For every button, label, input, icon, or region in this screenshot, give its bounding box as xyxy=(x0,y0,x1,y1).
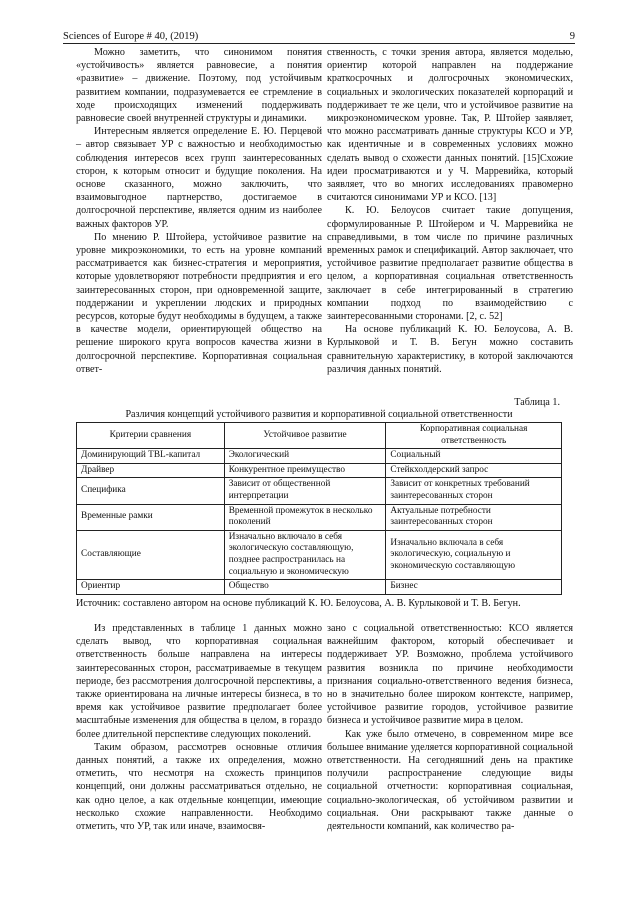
paragraph: К. Ю. Белоусов считает такие допущения, сформулированные Р. Штойером и Ч. Марревийка не справедливыми, в том числе по причине различных временных рамок и спецификаций. Автор заключает, что устойчивое развитие предполагает развитие общества в целом, а корпоративная социальная ответственность заключает в себе интегрированный в стратегию компании подход по взаимодействию с заинтересованными сторонами. [2, с. 52] xyxy=(327,205,573,323)
header-criteria: Критерии сравнения xyxy=(77,423,225,449)
table-cell: Доминирующий TBL-капитал xyxy=(77,449,225,464)
header-sustainable-development: Устойчивое развитие xyxy=(224,423,386,449)
comparison-table xyxy=(76,422,562,595)
header-csr: Корпоративная социальная ответственность xyxy=(386,423,562,449)
table-header-row xyxy=(77,423,562,449)
text-column-2 xyxy=(327,46,573,376)
table-cell: Зависит от общественной интерпретации xyxy=(224,478,386,504)
paragraph: зано с социальной ответственностью: КСО является важнейшим фактором, который обеспечивает и поддерживает УР. Возможно, проблема устойчивого развития возникла по причине необходимости признания социально-ответственного ведения бизнеса, но в значительно более широком контексте, например, устойчивое развитие городов, устойчивое развитие бизнеса и устойчивое развитие мира в целом. xyxy=(327,623,573,727)
paragraph: Таким образом, рассмотрев основные отличия данных понятий, а также их определения, можно отметить, что несмотря на схожесть принципов концепций, они должны рассматриваться отдельно, не как одно целое, а как отдельные концепции, имеющие несколько схожие направленности. Необходимо отметить, что УР, так или иначе, взаимосвя- xyxy=(76,741,322,833)
paragraph: ственность, с точки зрения автора, является моделью, ориентир которой направлен на поддержание краткосрочных и долгосрочных экономических, социальных и экологических показателей корпораций и поддерживает те же цели, что и устойчивое развитие на микроэкономическом уровне. Так, Р. Штойер заявляет, что можно рассматривать данные структуры КСО и УР, как идентичные и в современных условиях можно сделать вывод о схожести данных понятий. [15]Схожие идеи просматриваются и у Ч. Марревийка, который заявляет, что во многих исследованиях правомерно считаются синонимами УР и КСО. [13] xyxy=(327,47,573,204)
table-cell: Конкурентное преимущество xyxy=(224,463,386,478)
table-row xyxy=(77,478,562,504)
running-header xyxy=(63,31,575,44)
table-cell: Временные рамки xyxy=(77,504,225,530)
table-cell: Ориентир xyxy=(77,580,225,595)
table-cell: Составляющие xyxy=(77,530,225,579)
table-source-note: Источник: составлено автором на основе публикаций К. Ю. Белоусова, А. В. Курлыковой и Т. В. Бегун. xyxy=(76,598,521,609)
table-cell: Изначально включала в себя экологическую, социальную и экономическую составляющую xyxy=(386,530,562,579)
table-cell: Экологический xyxy=(224,449,386,464)
paragraph: Из представленных в таблице 1 данных можно сделать вывод, что корпоративная социальная ответственность больше направлена на интересы заинтересованных сторон, рассматриваемые в текущем периоде, без рассмотрения долгосрочной перспективы, а также ориентирована на личные интересы бизнеса, в то время как устойчивое развитие предполагает более масштабные изменения для общества в целом, в гораздо более длительной перспективе следующих поколений. xyxy=(76,623,322,740)
table-row xyxy=(77,449,562,464)
table-cell: Специфика xyxy=(77,478,225,504)
table-row xyxy=(77,580,562,595)
table-cell: Стейкхолдерский запрос xyxy=(386,463,562,478)
table-cell: Актуальные потребности заинтересованных сторон xyxy=(386,504,562,530)
text-column-1 xyxy=(76,46,322,376)
text-column-3 xyxy=(76,622,322,833)
table-caption: Различия концепций устойчивого развития и корпоративной социальной ответственности xyxy=(125,409,513,420)
paragraph: Как уже было отмечено, в современном мире все большее внимание уделяется корпоративной социальной ответственности. На сегодняшний день на практике получили распространение следующие виды социальной отчетности: корпоративная социальная, социально-экологическая, об устойчивом развитии и социальная. Они раскрывают также данные о деятельности компаний, как количество ра- xyxy=(327,728,573,833)
table-cell: Зависит от конкретных требований заинтересованных сторон xyxy=(386,478,562,504)
table-row xyxy=(77,463,562,478)
table-row xyxy=(77,530,562,579)
table-row xyxy=(77,504,562,530)
table-cell: Общество xyxy=(224,580,386,595)
table-cell: Временной промежуток в несколько поколений xyxy=(224,504,386,530)
page-number: 9 xyxy=(569,31,575,42)
table-cell: Социальный xyxy=(386,449,562,464)
paragraph: Интересным является определение Е. Ю. Перцевой – автор связывает УР с важностью и необходимостью соблюдения интересов всех групп заинтересованных сторон, к которым относит и будущие поколения. На основе сказанного, можно заключить, что взаимовыгодное партнерство, достигаемое в долгосрочной перспективе, является одним из наиболее важных факторов УР. xyxy=(76,126,322,230)
paragraph: По мнению Р. Штойера, устойчивое развитие на уровне микроэкономики, то есть на уровне компаний рассматривается как бизнес-стратегия и мероприятия, которые удовлетворяют потребности предприятия и его заинтересованных сторон, при одновременной защите, поддержании и укреплении людских и природных ресурсов, которые будут необходимы в будущем, а также в качестве модели, ориентирующей общество на решение широкого круга вопросов качества жизни в долгосрочной перспективе. Корпоративная социальная ответ- xyxy=(76,231,322,375)
table-cell: Драйвер xyxy=(77,463,225,478)
table-cell: Изначально включало в себя экологическую составляющую, позднее распространилась на социальную и экономическую xyxy=(224,530,386,579)
text-column-4 xyxy=(327,622,573,833)
table-number: Таблица 1. xyxy=(514,397,560,408)
journal-title: Sciences of Europe # 40, (2019) xyxy=(63,31,199,42)
paragraph: На основе публикаций К. Ю. Белоусова, А. В. Курлыковой и Т. В. Бегун можно составить сравнительную характеристику, в которой заключаются различия данных понятий. xyxy=(327,324,573,375)
paragraph: Можно заметить, что синонимом понятия «устойчивость» является равновесие, а понятия «развитие» – движение. Поэтому, под устойчивым развитием компании, подразумевается ее стремление в ходе происходящих изменений поддерживать равновесие своей внутренней структуры и динамики. xyxy=(76,47,322,125)
table-cell: Бизнес xyxy=(386,580,562,595)
